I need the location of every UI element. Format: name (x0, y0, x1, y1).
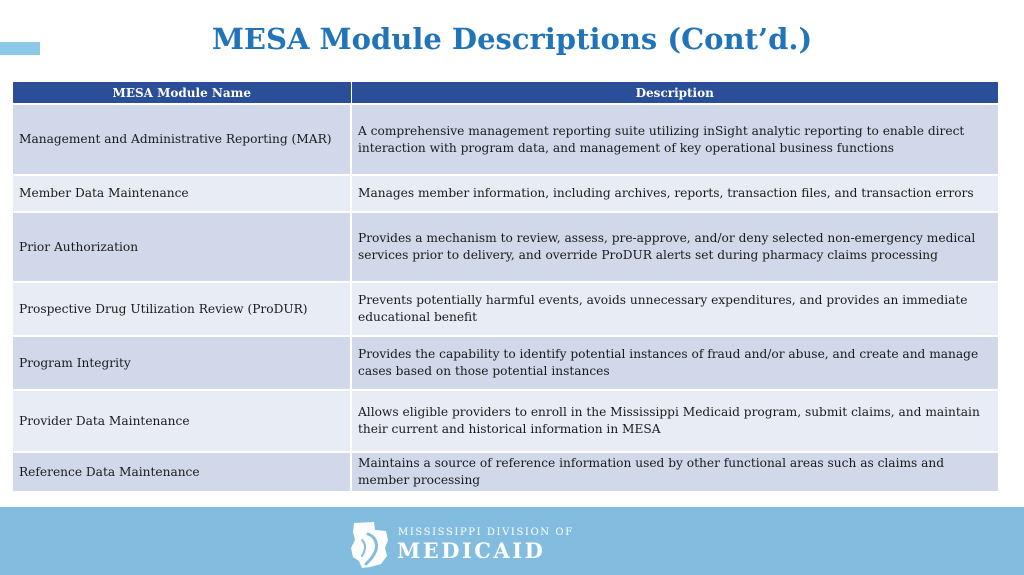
table-row (13, 175, 998, 212)
table-row (13, 282, 998, 336)
module-name-cell: Program Integrity (13, 336, 351, 390)
module-name-cell: Member Data Maintenance (13, 175, 351, 212)
module-name-cell: Reference Data Maintenance (13, 452, 351, 492)
mississippi-state-icon (348, 520, 394, 570)
module-description-cell: Provides a mechanism to review, assess, pre-approve, and/or deny selected non-emergency medical services prior to delivery, and override ProDUR alerts set during pharmacy claims processing (351, 212, 998, 282)
table-header-row (13, 82, 998, 104)
slide-title: MESA Module Descriptions (Cont’d.) (211, 22, 813, 56)
module-name-cell: Prospective Drug Utilization Review (ProDUR) (13, 282, 351, 336)
logo-main-text: MEDICAID (397, 538, 546, 563)
table-row (13, 390, 998, 452)
logo-top-text: MISSISSIPPI DIVISION OF (398, 527, 574, 538)
header-description: Description (351, 82, 998, 104)
header-module-name: MESA Module Name (13, 82, 351, 104)
module-description-cell: Provides the capability to identify potential instances of fraud and/or abuse, and create and manage cases based on those potential instances (351, 336, 998, 390)
table-row (13, 104, 998, 175)
module-name-cell: Management and Administrative Reporting (MAR) (13, 104, 351, 175)
module-name-cell: Prior Authorization (13, 212, 351, 282)
table-row (13, 212, 998, 282)
table-row (13, 452, 998, 492)
module-description-cell: Maintains a source of reference information used by other functional areas such as claims and member processing (351, 452, 998, 492)
module-description-cell: Allows eligible providers to enroll in the Mississippi Medicaid program, submit claims, and maintain their current and historical information in MESA (351, 390, 998, 452)
module-name-cell: Provider Data Maintenance (13, 390, 351, 452)
table-row (13, 336, 998, 390)
module-description-cell: Manages member information, including archives, reports, transaction files, and transaction errors (351, 175, 998, 212)
module-description-cell: A comprehensive management reporting suite utilizing inSight analytic reporting to enable direct interaction with program data, and management of key operational business functions (351, 104, 998, 175)
medicaid-logo (348, 520, 588, 570)
module-description-cell: Prevents potentially harmful events, avoids unnecessary expenditures, and provides an immediate educational benefit (351, 282, 998, 336)
module-table (13, 82, 998, 493)
